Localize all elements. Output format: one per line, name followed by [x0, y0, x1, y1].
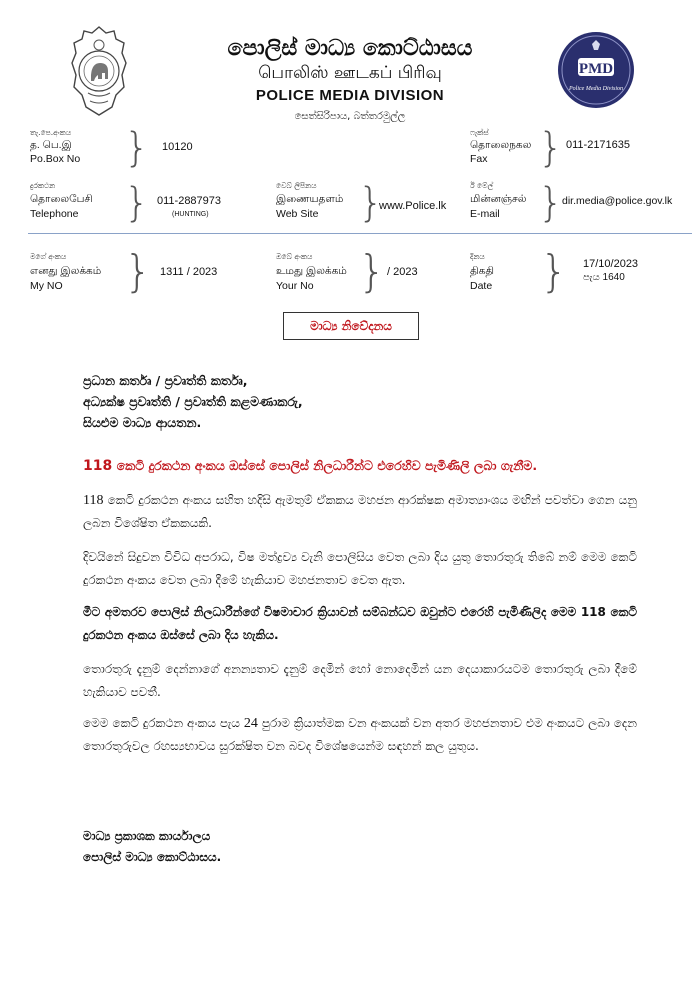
header-location: සෙත්සිරිපාය, බත්තරමුල්ල [294, 111, 406, 122]
date-label-si: දිනය [470, 252, 485, 261]
signature-line: පොලිස් මාධ්‍ය කොට්ඨාසය. [83, 850, 222, 864]
pobox-label-en: Po.Box No [30, 153, 81, 165]
pmd-logo-text: PMD [578, 61, 614, 77]
telephone-note: (HUNTING) [172, 211, 209, 218]
paragraph-5 [83, 712, 637, 758]
brace: } [124, 125, 150, 171]
paragraph-5-text-a: මෙම කෙටි දුරකථන අංකය පැය [83, 716, 244, 730]
paragraph-3-number: 118 [580, 605, 606, 619]
paragraph-3-text-b: කෙටි දුරකථන අංකය ඔස්සේ ලබා දිය හැකිය. [83, 605, 637, 642]
my-no-label-en: My NO [30, 280, 63, 292]
your-no-label-en: Your No [276, 280, 314, 292]
your-no-label-ta: உமது இலக்கம் [276, 265, 347, 277]
website-label-ta: இணையதளம் [276, 193, 344, 205]
pobox-value: 10120 [162, 141, 193, 153]
email-label-ta: மின்னஞ்சல் [470, 193, 527, 205]
fax-label-si: ෆැක්ස් [470, 128, 489, 137]
headline-number: 118 [83, 458, 113, 474]
pmd-logo [556, 30, 636, 110]
paragraph-4: තොරතුරු දැනුම් දෙන්නාගේ අනන්‍යතාව දැනුම් දෙමින් හෝ නොදෙමින් යන දෙයාකාරයටම තොරතුරු ලබා දීමේ හැකියාව පවතී. [83, 662, 637, 699]
pobox-label-ta: த. பெ.இ [30, 139, 72, 151]
paragraph-3 [83, 601, 637, 647]
fax-value: 011-2171635 [566, 139, 631, 151]
headline [83, 458, 537, 474]
header-title-tamil: பொலிஸ் ஊடகப் பிரிவு [258, 63, 442, 83]
paragraph-1-number: 118 [83, 493, 104, 508]
fax-label-ta: தொலைநகல [470, 139, 532, 151]
email-value[interactable]: dir.media@police.gov.lk [562, 195, 673, 207]
addressee-line: සියළුම මාධ්‍ය ආයතන. [83, 415, 202, 430]
brace: } [540, 246, 568, 297]
headline-text: කෙටි දුරකථන අංකය ඔස්සේ පොලිස් නිලධාරීන්ට එරෙහිව පැමිණිලි ලබා ගැනීම. [112, 458, 538, 473]
brace: } [124, 246, 152, 297]
date-label-ta: திகதி [470, 265, 494, 277]
my-no-value: 1311 / 2023 [160, 266, 218, 278]
brace: } [358, 180, 384, 226]
fax-label-en: Fax [470, 153, 488, 165]
addressee-line: ප්‍රධාන කර්තෘ / ප්‍රවෘත්ති කර්තෘ, [83, 373, 248, 388]
telephone-value: 011-2887973 [157, 195, 222, 207]
telephone-label-en: Telephone [30, 208, 79, 220]
brace: } [358, 246, 386, 297]
my-no-label-si: මගේ අංකය [30, 252, 67, 261]
my-no-label-ta: எனது இலக்கம் [30, 265, 102, 277]
header-divider [28, 233, 692, 234]
email-label-en: E-mail [470, 208, 500, 220]
brace: } [538, 125, 564, 171]
telephone-label-si: දුරකථන [30, 181, 56, 190]
paragraph-1-text: කෙටි දුරකථන අංකය සහිත හදිසි ඇමතුම් ඒකකය මහජන ආරක්ෂක අමාත්‍යාංශය මඟින් පවත්වා ගෙන යනු ලබන විශේෂිත ඒකකයකි. [83, 493, 637, 530]
paragraph-3-text-a: මීට අමතරව පොලිස් නිලධාරීන්ගේ විෂමාචාර ක්‍රියාවන් සම්බන්ධව ඔවුන්ට එරෙහි පැමිණිලිද මෙම [83, 605, 581, 619]
paragraph-2: දිවයිනේ සිදුවන විවිධ අපරාධ, විෂ මත්ද්‍රව්‍ය වැනි පොලිසිය වෙත ලබා දිය යුතු තොරතුරු තිබේ නම් මෙම කෙටි දුරකථන අංකය වෙත ලබා දීමේ හැකියාව මහජනතාව වෙත ඇත. [83, 550, 637, 587]
header-title-sinhala: පොලිස් මාධ්‍ය කොට්ඨාසය [227, 36, 473, 61]
brace: } [124, 180, 150, 226]
date-value: 17/10/2023 [583, 258, 639, 270]
your-no-value: / 2023 [387, 266, 418, 278]
website-label-si: වෙබ් ලිපිනය [276, 181, 317, 190]
website-value[interactable]: www.Police.lk [379, 200, 447, 212]
paragraph-1 [83, 489, 637, 535]
pobox-label-si: තැ.පෙ.අංකය [30, 128, 72, 137]
document-type-title: මාධ්‍ය නිවේදනය [283, 312, 419, 340]
telephone-label-ta: தொலைபேசி [30, 193, 93, 205]
signature-line: මාධ්‍ය ප්‍රකාශක කාර්යාලය [83, 829, 211, 843]
date-label-en: Date [470, 280, 493, 292]
paragraph-5-text-b: පුරාම ක්‍රියාත්මක වන අංකයක් වන අතර මහජනතාව එම අංකයට ලබා දෙන තොරතුරුවල රහස්‍යභාවය සුරක්ෂිත වන බවද විශේෂයෙන්ම සඳහන් කල යුතුය. [83, 716, 637, 753]
brace: } [538, 180, 564, 226]
addressee-line: අධ්‍යක්ෂ ප්‍රවෘත්ති / ප්‍රවෘත්ති කළමණාකරු, [83, 394, 303, 409]
email-label-si: ඊ මේල් [470, 181, 494, 190]
website-label-en: Web Site [276, 208, 319, 220]
header-title-english: POLICE MEDIA DIVISION [255, 87, 445, 104]
pmd-logo-caption: Police Media Division [569, 86, 623, 92]
time-value: පැය 1640 [583, 272, 625, 283]
your-no-label-si: ඔබේ අංකය [276, 252, 313, 261]
paragraph-5-number: 24 [243, 716, 258, 731]
